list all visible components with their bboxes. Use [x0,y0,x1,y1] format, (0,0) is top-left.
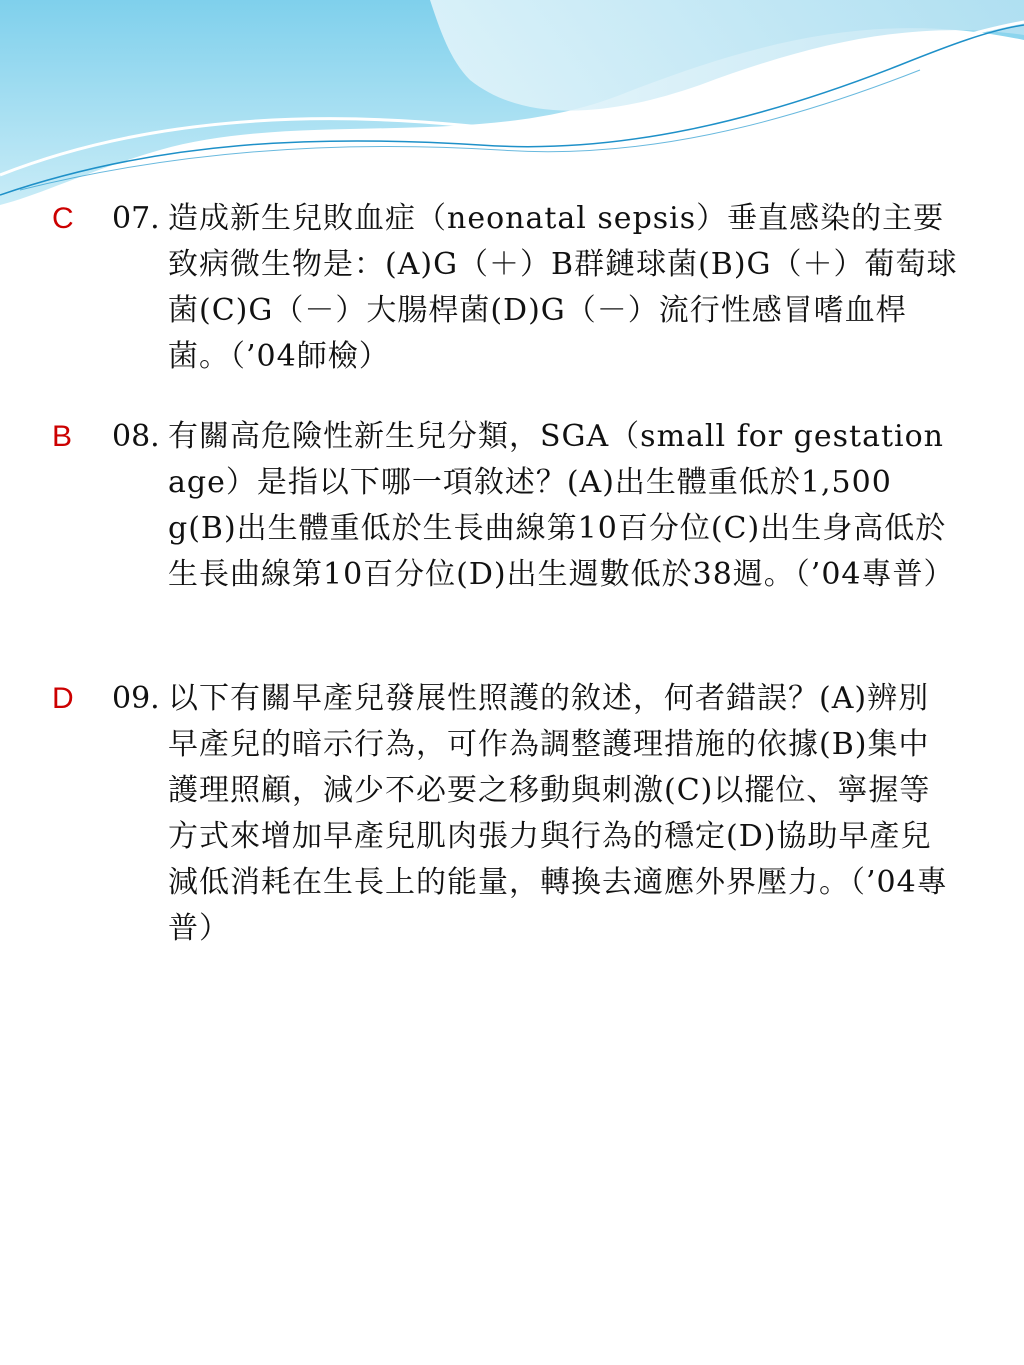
answer-label: D [52,682,74,715]
answer-label: B [52,420,73,453]
question-text: 以下有關早產兒發展性照護的敘述，何者錯誤？(A)辨別早產兒的暗示行為，可作為調整護理措施的依據(B)集中護理照顧，減少不必要之移動與刺激(C)以擺位、寧握等方式來增加早產兒肌肉張力與行為的穩定(D)協助早產兒減低消耗在生長上的能量，轉換去適應外界壓力。（’04專普） [168,681,948,946]
question-number: 09. [112,681,160,716]
question-text: 造成新生兒敗血症（neonatal sepsis）垂直感染的主要致病微生物是：(A)G（＋）B群鏈球菌(B)G（＋）葡萄球菌(C)G（－）大腸桿菌(D)G（－）流行性感冒嗜血桿菌。（’04師檢） [168,201,958,374]
wave-band [430,0,1024,111]
question-text: 有關高危險性新生兒分類，SGA（small for gestation age）是指以下哪一項敘述？(A)出生體重低於1,500 g(B)出生體重低於生長曲線第10百分位(C)出生身高低於生長曲線第10百分位(D)出生週數低於38週。（’04專普） [168,419,955,592]
question-number: 08. [112,419,160,454]
answer-label: C [52,202,74,235]
question-number: 07. [112,201,160,236]
